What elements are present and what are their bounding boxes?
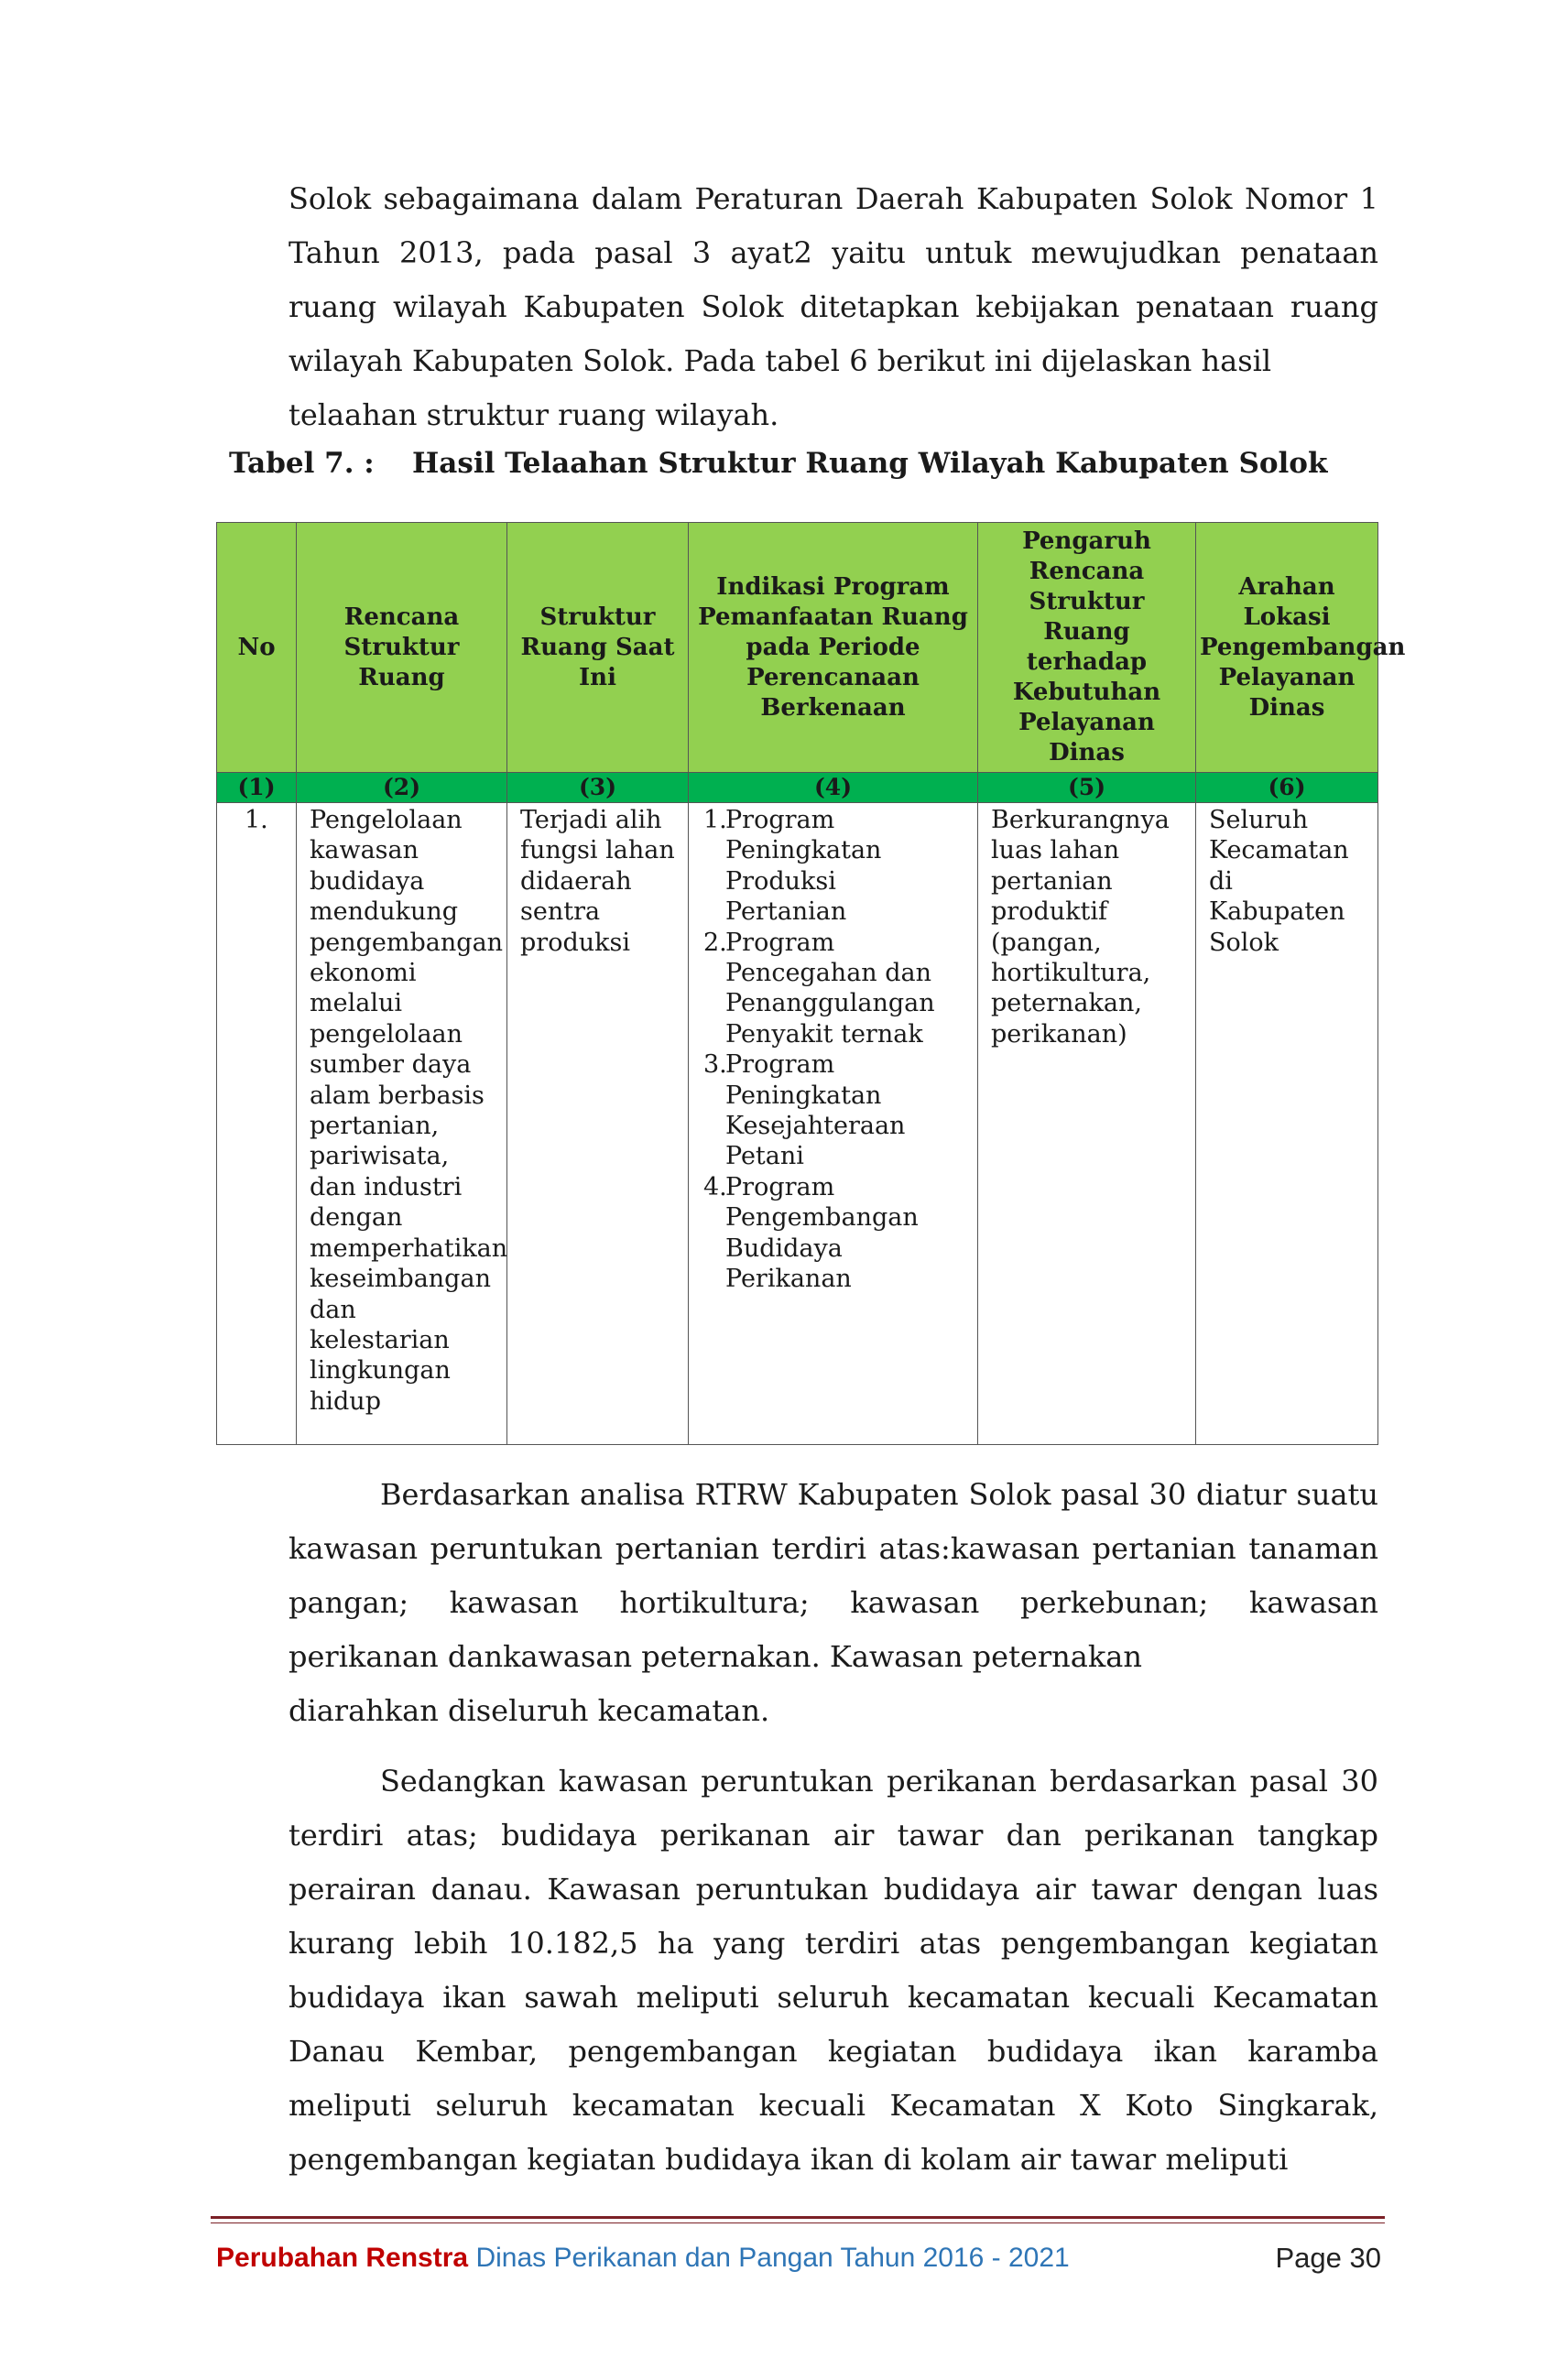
column-number: (4) <box>689 773 978 803</box>
table-header-row <box>217 523 1378 773</box>
cell-programs <box>689 803 978 1445</box>
analysis-paragraph: Berdasarkan analisa RTRW Kabupaten Solok pasal 30 diatur suatu kawasan peruntukan pertanian terdiri atas:kawasan pertanian tanaman pangan; kawasan hortikultura; kawasan perkebunan; kawasan perikanan dankawasan peternakan. Kawasan peternakan diarahkan diseluruh kecamatan. <box>289 1477 1379 1728</box>
column-number: (5) <box>978 773 1196 803</box>
program-item: 3.Program Peningkatan Kesejahteraan Petani <box>703 1050 906 1171</box>
spatial-structure-table <box>216 522 1406 1445</box>
cell-rencana: Pengelolaan kawasan budidaya mendukung pengembangan ekonomi melalui pengelolaan sumber daya alam berbasis pertanian, pariwisata, dan industri dengan memperhatikan keseimbangan dan kelestarian lingkungan hidup <box>297 803 507 1445</box>
footer-office: Dinas Perikanan dan Pangan Tahun 2016 - 2021 <box>475 2243 1070 2273</box>
column-number-row <box>217 773 1378 803</box>
program-item: 2.Program Pencegahan dan Penanggulangan Penyakit ternak <box>703 928 935 1049</box>
program-list <box>703 805 970 1295</box>
cell-pengaruh: Berkurangnya luas lahan pertanian produktif (pangan, hortikultura, peternakan, perikanan) <box>978 803 1196 1445</box>
column-number: (3) <box>507 773 689 803</box>
cell-struktur: Terjadi alih fungsi lahan didaerah sentra produksi <box>507 803 689 1445</box>
footer-brand: Perubahan Renstra <box>216 2243 469 2273</box>
page-footer <box>216 2238 1381 2278</box>
column-number: (6) <box>1196 773 1378 803</box>
header-no: No <box>217 523 297 773</box>
header-arahan-lokasi: Arahan Lokasi Pengembangan Pelayanan Dinas <box>1196 523 1378 773</box>
footer-divider-thin <box>211 2222 1385 2223</box>
table-caption-label: Tabel 7. : <box>229 447 375 480</box>
fisheries-paragraph: Sedangkan kawasan peruntukan perikanan berdasarkan pasal 30 terdiri atas; budidaya perikanan air tawar dan perikanan tangkap perairan danau. Kawasan peruntukan budidaya air tawar dengan luas kurang lebih 10.182,5 ha yang terdiri atas pengembangan kegiatan budidaya ikan sawah meliputi seluruh kecamatan kecuali Kecamatan Danau Kembar, pengembangan kegiatan budidaya ikan karamba meliputi seluruh kecamatan kecuali Kecamatan X Koto Singkarak, pengembangan kegiatan budidaya ikan di kolam air tawar meliputi <box>289 1764 1378 2177</box>
header-rencana: Rencana Struktur Ruang <box>297 523 507 773</box>
footer-divider <box>211 2216 1385 2219</box>
table-caption <box>229 445 1327 482</box>
header-indikasi-program: Indikasi Program Pemanfaatan Ruang pada Periode Perencanaan Berkenaan <box>689 523 978 773</box>
table-row <box>217 803 1378 1445</box>
intro-paragraph: Solok sebagaimana dalam Peraturan Daerah Kabupaten Solok Nomor 1 Tahun 2013, pada pasal 3 ayat2 yaitu untuk mewujudkan penataan ruang wilayah Kabupaten Solok ditetapkan kebijakan penataan ruang wilayah Kabupaten Solok. Pada tabel 6 berikut ini dijelaskan hasil telaahan struktur ruang wilayah. <box>289 181 1378 432</box>
table-caption-title: Hasil Telaahan Struktur Ruang Wilayah Kabupaten Solok <box>412 447 1328 480</box>
cell-no: 1. <box>217 803 297 1445</box>
program-item: 1.Program Peningkatan Produksi Pertanian <box>703 806 882 927</box>
page-number: Page 30 <box>1275 2242 1381 2274</box>
program-item: 4.Program Pengembangan Budidaya Perikanan <box>703 1172 919 1294</box>
column-number: (2) <box>297 773 507 803</box>
cell-arahan: Seluruh Kecamatan di Kabupaten Solok <box>1196 803 1378 1445</box>
header-pengaruh: Pengaruh Rencana Struktur Ruang terhadap Kebutuhan Pelayanan Dinas <box>978 523 1196 773</box>
header-struktur: Struktur Ruang Saat Ini <box>507 523 689 773</box>
column-number: (1) <box>217 773 297 803</box>
